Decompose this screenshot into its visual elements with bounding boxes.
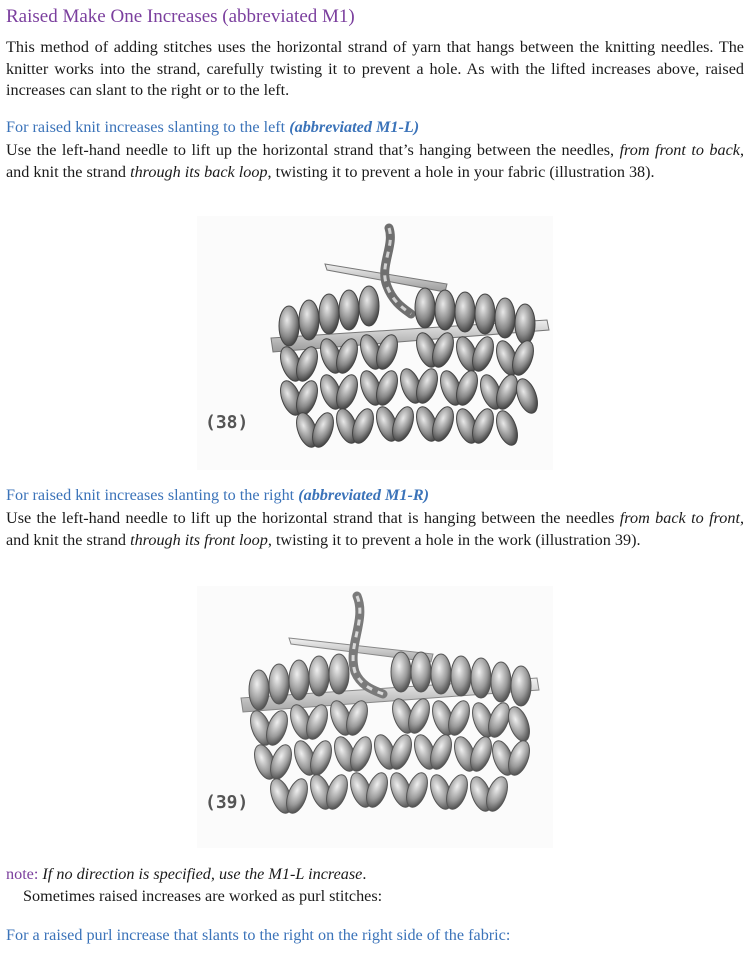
right-text-2: , and knit the strand: [6, 509, 744, 549]
knit-fabric: [246, 652, 533, 816]
left-emphasis-1: from front to back: [619, 141, 740, 159]
illustration-39: [197, 586, 553, 848]
right-heading-text: For raised knit increases slanting to the right: [6, 486, 299, 504]
lifted-strand: [385, 228, 411, 314]
intro-paragraph: This method of adding stitches uses the horizontal strand of yarn that hangs between the knitting needles. The knitter works into the strand, carefully twisting it to prevent a hole. As with the lifted increases above, raised increases can slant to the right or to the left.: [6, 38, 744, 99]
note-text: If no direction is specified, use the M1-L increase: [42, 865, 363, 883]
section-title: Raised Make One Increases (abbreviated M1): [6, 6, 355, 27]
right-abbreviation: (abbreviated M1-R): [298, 486, 430, 504]
right-increase-instructions: [6, 508, 744, 551]
right-increase-heading: [6, 486, 429, 505]
left-emphasis-2: through its back loop: [130, 162, 268, 181]
left-increase-instructions: [6, 140, 744, 183]
knitting-illustration-38: [197, 216, 553, 470]
right-emphasis-2: through its front loop: [130, 530, 268, 549]
illustration-38: [197, 216, 553, 470]
note-label: note:: [6, 865, 43, 883]
right-emphasis-1: from back to front: [619, 509, 740, 527]
left-text-2: , and knit the strand: [6, 141, 744, 181]
left-text-1: Use the left-hand needle to lift up the horizontal strand that’s hanging between the needles,: [6, 141, 620, 159]
left-heading-text: For raised knit increases slanting to the left: [6, 118, 290, 136]
knitting-illustration-39: [197, 586, 553, 848]
left-abbreviation: (abbreviated M1-L): [289, 118, 420, 136]
figure-39-label: (39): [205, 792, 249, 813]
note-period: .: [362, 865, 367, 883]
purl-increase-heading: For a raised purl increase that slants to the right on the right side of the fabric:: [6, 926, 511, 944]
left-increase-heading: [6, 118, 419, 137]
right-text-1: Use the left-hand needle to lift up the horizontal strand that is hanging between the needles: [6, 509, 620, 527]
upper-needle: [289, 638, 433, 662]
note-paragraph: [6, 864, 744, 886]
left-text-3: , twisting it to prevent a hole in your fabric (illustration 38).: [267, 162, 655, 181]
figure-38-label: (38): [205, 412, 249, 433]
purl-intro: Sometimes raised increases are worked as purl stitches:: [23, 887, 383, 905]
right-text-3: , twisting it to prevent a hole in the work (illustration 39).: [267, 530, 641, 549]
